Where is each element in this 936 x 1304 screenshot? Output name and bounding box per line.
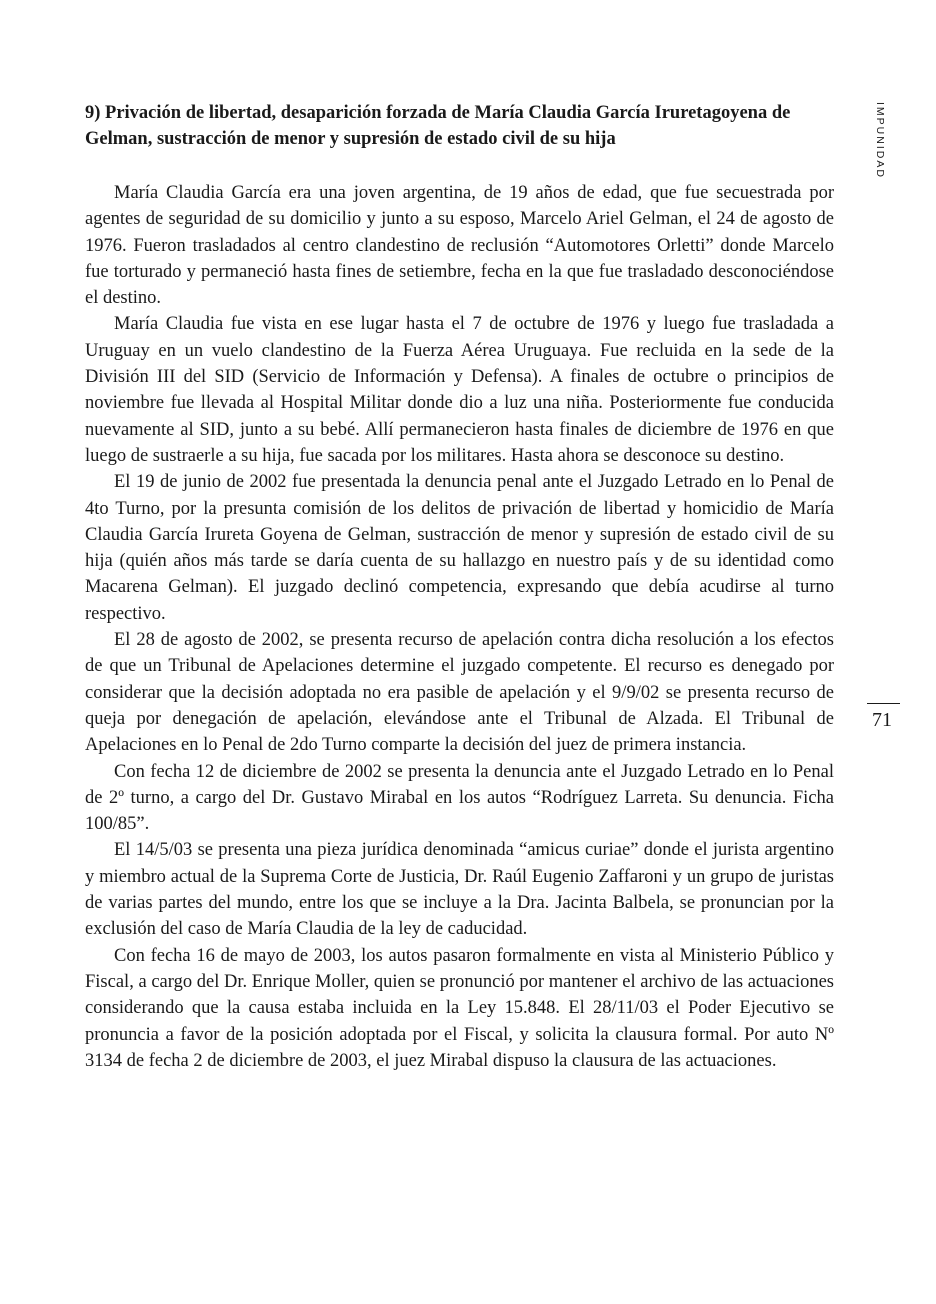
paragraph-1: María Claudia García era una joven argentina, de 19 años de edad, que fue secuestrada por agentes de seguridad de su domicilio y junto a su esposo, Marcelo Ariel Gelman, el 24 de agosto de 1976. Fueron trasladados al centro clandestino de reclusión “Automotores Orletti” donde Marcelo fue torturado y permaneció hasta fines de setiembre, fecha en la que fue trasladado desconociéndose el destino.: [85, 183, 834, 309]
page-number: 71: [872, 709, 892, 731]
paragraph-6: El 14/5/03 se presenta una pieza jurídica denominada “amicus curiae” donde el jurista argentino y miembro actual de la Suprema Corte de Justicia, Dr. Raúl Eugenio Zaffaroni y un grupo de juristas de varias partes del mundo, entre los que se incluye a la Dra. Jacinta Balbela, se pronuncian por la exclusión del caso de María Claudia de la ley de caducidad.: [85, 840, 834, 940]
paragraph-3: El 19 de junio de 2002 fue presentada la denuncia penal ante el Juzgado Letrado en lo Penal de 4to Turno, por la presunta comisión de los delitos de privación de libertad y homicidio de María Claudia García Irureta Goyena de Gelman, sustracción de menor y supresión de estado civil de su hija (quién años más tarde se daría cuenta de su hallazgo en nuestro país y de su identidad como Macarena Gelman). El juzgado declinó competencia, expresando que debía acudirse al turno respectivo.: [85, 472, 834, 624]
paragraph-7: Con fecha 16 de mayo de 2003, los autos pasaron formalmente en vista al Ministerio Público y Fiscal, a cargo del Dr. Enrique Moller, quien se pronunció por mantener el archivo de las actuaciones considerando que la causa estaba incluida en la Ley 15.848. El 28/11/03 el Poder Ejecutivo se pronuncia a favor de la posición adoptada por el Fiscal, y solicita la clausura formal. Por auto Nº 3134 de fecha 2 de diciembre de 2003, el juez Mirabal dispuso la clausura de las actuaciones.: [85, 945, 834, 1071]
paragraph-5: Con fecha 12 de diciembre de 2002 se presenta la denuncia ante el Juzgado Letrado en lo Penal de 2º turno, a cargo del Dr. Gustavo Mirabal en los autos “Rodríguez Larreta. Su denuncia. Ficha 100/85”.: [85, 761, 834, 835]
section-heading: 9) Privación de libertad, desaparición forzada de María Claudia García Iruretagoyena de Gelman, sustracción de menor y supresión de estado civil de su hija: [85, 103, 791, 149]
page-body: [85, 100, 834, 1074]
paragraph-4: El 28 de agosto de 2002, se presenta recurso de apelación contra dicha resolución a los efectos de que un Tribunal de Apelaciones determine el juzgado competente. El recurso es denegado por considerar que la decisión adoptada no era pasible de apelación y el 9/9/02 se presenta recurso de queja por denegación de apelación, elevándose ante el Tribunal de Alzada. El Tribunal de Apelaciones en lo Penal de 2do Turno comparte la decisión del juez de primera instancia.: [85, 630, 834, 756]
paragraph-2: María Claudia fue vista en ese lugar hasta el 7 de octubre de 1976 y luego fue trasladada a Uruguay en un vuelo clandestino de la Fuerza Aérea Uruguaya. Fue recluida en la sede de la División III del SID (Servicio de Información y Defensa). A finales de octubre o principios de noviembre fue llevada al Hospital Militar donde dio a luz una niña. Posteriormente fue conducida nuevamente al SID, junto a su bebé. Allí permanecieron hasta finales de diciembre de 1976 en que luego de sustraerle a su hija, fue sacada por los militares. Hasta ahora se desconoce su destino.: [85, 314, 834, 466]
page-number-rule: [867, 703, 900, 704]
running-header-label: IMPUNIDAD: [874, 102, 886, 179]
